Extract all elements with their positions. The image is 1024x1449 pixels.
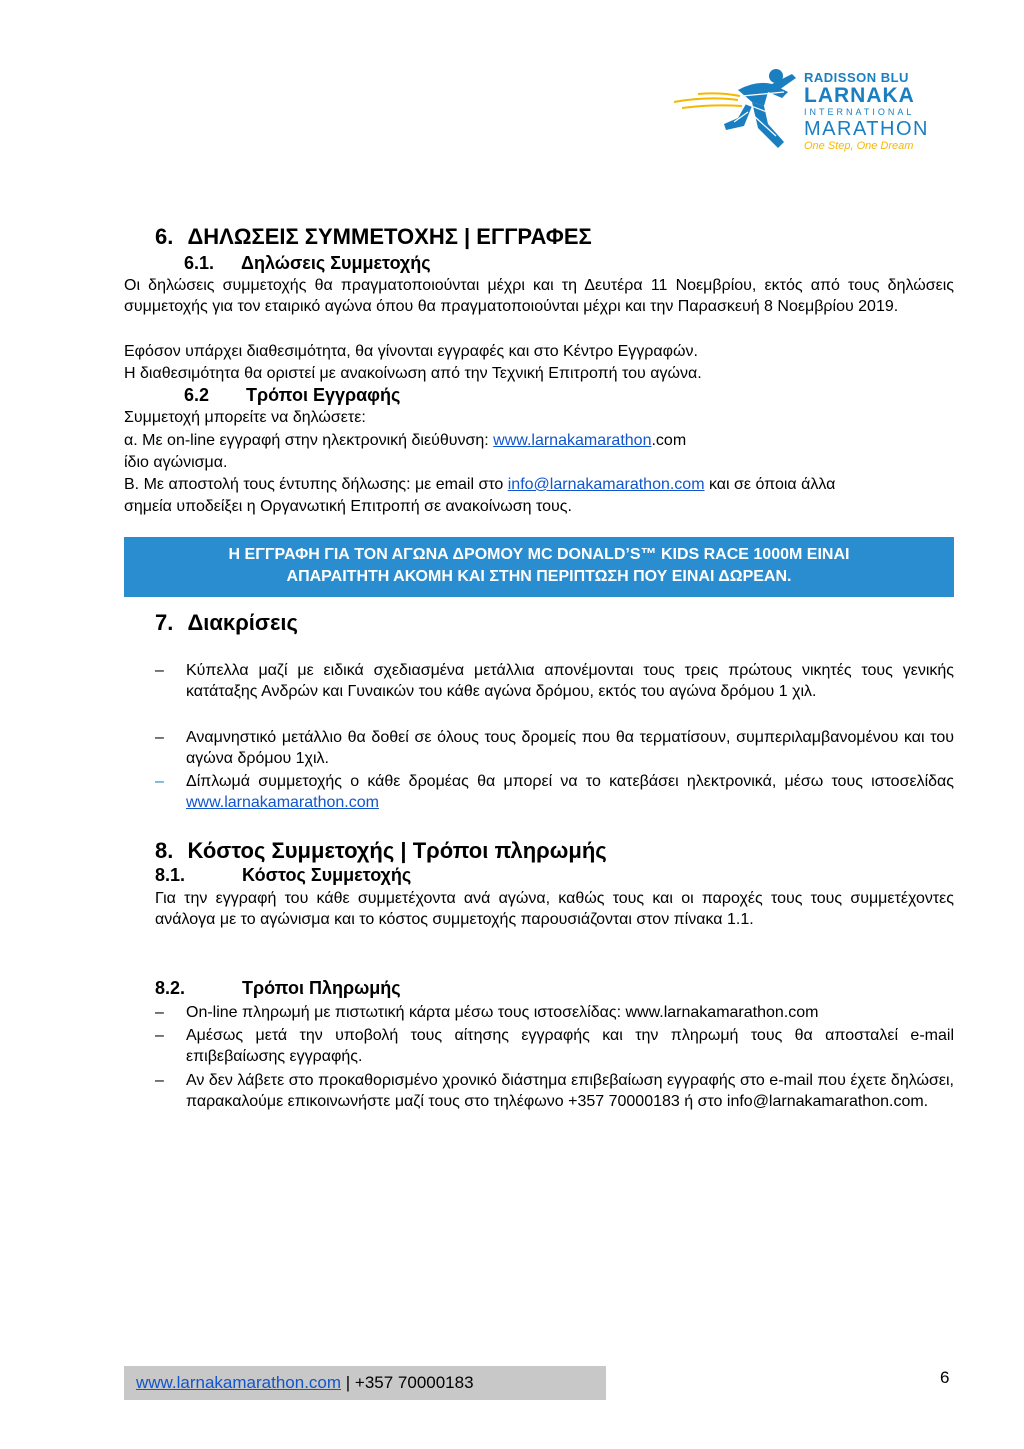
commemorative-medal-text: Αναμνηστικό μετάλλιο θα δοθεί σε όλους τους δρομείς που θα τερματίσουν, συμπεριλαμβανομένου και του αγώνα δρόμου 1χιλ. [186, 729, 954, 767]
list-item [155, 1025, 954, 1067]
option-a-continuation: ίδιο αγώνισμα. [124, 454, 228, 471]
option-b-suffix: και σε όποια άλλα [704, 476, 836, 493]
section-number: 8. [155, 838, 174, 863]
paragraph-cost: Για την εγγραφή του κάθε συμμετέχοντα ανά αγώνα, καθώς τους και οι παροχές τους τους συμμετέχοντες ανάλογα με το αγώνισμα και το κόστος συμμετοχής παρουσιάζονται στον πίνακα 1.1. [155, 890, 954, 928]
list-item [155, 1070, 954, 1112]
list-item [155, 1002, 954, 1023]
section-title: Κόστος Συμμετοχής | Τρόποι πληρωμής [187, 838, 607, 863]
section-title: ΔΗΛΩΣΕΙΣ ΣΥΜΜΕΤΟΧΗΣ | ΕΓΓΡΑΦΕΣ [187, 224, 592, 249]
logo-line-3: INTERNATIONAL [804, 107, 915, 117]
paragraph-deadlines: Οι δηλώσεις συμμετοχής θα πραγματοποιούνται μέχρι και τη Δευτέρα 11 Νοεμβρίου, εκτός από τους δηλώσεις συμμετοχής για τον εταιρικό αγώνα όπου θα πραγματοποιούνται μέχρι και την Παρασκευή 8 Νοεμβρίου 2019. [124, 277, 954, 315]
subsection-number: 8.2. [155, 978, 186, 998]
subsection-title: Τρόποι Εγγραφής [246, 385, 401, 405]
dash-bullet: – [155, 662, 164, 679]
dash-bullet: – [155, 729, 164, 746]
banner-line-2: ΑΠΑΡΑΙΤΗΤΗ ΑΚΟΜΗ ΚΑΙ ΣΤΗΝ ΠΕΡΙΠΤΩΣΗ ΠΟΥ ΕΙΝΑΙ ΔΩΡΕΑΝ. [286, 568, 792, 585]
section-8-heading [155, 838, 607, 864]
subsection-8-2-heading [155, 978, 401, 999]
section-7-heading [155, 610, 298, 636]
email-link[interactable]: info@larnakamarathon.com [507, 476, 705, 493]
logo-tagline: One Step, One Dream [804, 140, 914, 152]
section-title: Διακρίσεις [187, 610, 298, 635]
payment-online-text: On-line πληρωμή με πιστωτική κάρτα μέσω τους ιστοσελίδας: www.larnakamarathon.com [186, 1004, 819, 1021]
banner-line-1: Η ΕΓΓΡΑΦΗ ΓΙΑ ΤΟΝ ΑΓΩΝΑ ΔΡΟΜΟΥ MC DONALD’S™ KIDS RACE 1000M ΕΙΝΑΙ [228, 546, 850, 563]
option-b-text: Β. Με αποστολή τους έντυπης δήλωσης: με email στο [124, 476, 508, 493]
dash-bullet: – [155, 773, 164, 790]
logo-line-2: LARNAKA [804, 84, 915, 107]
subsection-number: 6.1. [184, 253, 215, 273]
list-item [155, 727, 954, 769]
payment-confirmation-text: Αμέσως μετά την υποβολή τους αίτησης εγγραφής και την πληρωμή τους θα αποσταλεί e-mail επιβεβαίωσης εγγραφής. [186, 1027, 954, 1065]
option-a-text: α. Με on-line εγγραφή στην ηλεκτρονική διεύθυνση: [124, 432, 494, 449]
section-number: 6. [155, 224, 174, 249]
page-number: 6 [940, 1368, 950, 1387]
website-link[interactable]: www.larnakamarathon.com [186, 794, 379, 811]
option-a-online [124, 430, 954, 451]
section-6-heading [155, 224, 592, 250]
diploma-text [186, 771, 954, 813]
paragraph-registration-centre: Εφόσον υπάρχει διαθεσιμότητα, θα γίνονται εγγραφές και στο Κέντρο Εγγραφών. [124, 343, 698, 360]
payment-contact-text: Αν δεν λάβετε στο προκαθορισμένο χρονικό διάστημα επιβεβαίωση εγγραφής στο e-mail που έχετε δηλώσει, παρακαλούμε επικοινωνήστε μαζί τους στο τηλέφωνο +357 70000183 ή στο info@larnakamarathon.com. [186, 1072, 954, 1110]
list-item [155, 660, 954, 702]
subsection-title: Δηλώσεις Συμμετοχής [241, 253, 431, 273]
option-b-continuation: σημεία υποδείξει η Οργανωτική Επιτροπή σε ανακοίνωση τους. [124, 498, 572, 515]
option-b-email [124, 474, 954, 495]
website-link[interactable]: www.larnakamarathon [493, 432, 652, 449]
subsection-number: 8.1. [155, 865, 186, 885]
paragraph-declare: Συμμετοχή μπορείτε να δηλώσετε: [124, 409, 366, 426]
footer-website-link[interactable]: www.larnakamarathon.com [136, 1373, 342, 1392]
subsection-8-1-heading [155, 865, 411, 886]
dash-bullet: – [155, 1072, 164, 1089]
logo-line-1: RADISSON BLU [804, 70, 909, 85]
runner-logo-icon [668, 66, 808, 162]
subsection-title: Κόστος Συμμετοχής [242, 865, 412, 885]
subsection-6-2-heading [184, 385, 400, 406]
subsection-number: 6.2 [184, 385, 210, 405]
list-item [155, 771, 954, 813]
subsection-6-1-heading [184, 253, 431, 274]
paragraph-availability: Η διαθεσιμότητα θα οριστεί με ανακοίνωση από την Τεχνική Επιτροπή του αγώνα. [124, 365, 702, 382]
footer-phone: | +357 70000183 [341, 1373, 474, 1392]
option-a-suffix: .com [651, 432, 687, 449]
kids-race-notice-banner [124, 537, 954, 597]
dash-bullet: – [155, 1004, 164, 1021]
marathon-logo [668, 66, 928, 162]
award-cups-text: Κύπελλα μαζί με ειδικά σχεδιασμένα μετάλλια απονέμονται τους τρεις πρώτους νικητές τους γενικής κατάταξης Ανδρών και Γυναικών του κάθε αγώνα δρόμου, εκτός του αγώνα δρόμου 1 χιλ. [186, 662, 954, 700]
page-footer [124, 1366, 606, 1400]
section-number: 7. [155, 610, 174, 635]
dash-bullet: – [155, 1027, 164, 1044]
diploma-text-body: Δίπλωμά συμμετοχής ο κάθε δρομέας θα μπορεί να το κατεβάσει ηλεκτρονικά, μέσω τους ιστοσελίδας [186, 773, 954, 790]
logo-line-4: MARATHON [804, 118, 929, 140]
subsection-title: Τρόποι Πληρωμής [242, 978, 401, 998]
